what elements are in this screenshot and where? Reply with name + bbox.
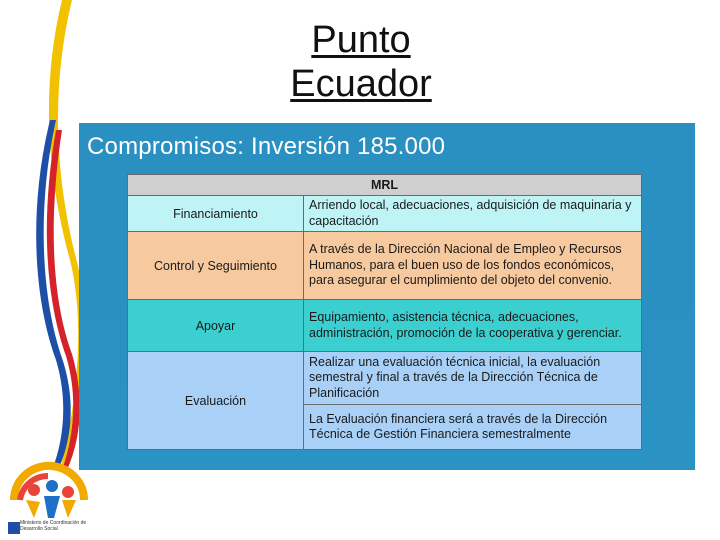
row-text-evaluacion-1: Realizar una evaluación técnica inicial, la evaluación semestral y final a través de la Dirección Técnica de Planificación	[304, 352, 642, 405]
row-text-control: A través de la Dirección Nacional de Empleo y Recursos Humanos, para el buen uso de los fondos económicos, para asegurar el cumplimiento del objeto del convenio.	[304, 232, 642, 300]
content-panel	[79, 123, 695, 470]
row-text-apoyar: Equipamiento, asistencia técnica, adecuaciones, administración, promoción de la cooperativa y gerenciar.	[304, 300, 642, 352]
mrl-table	[127, 174, 642, 450]
table-row	[128, 300, 642, 352]
row-text-evaluacion-2: La Evaluación financiera será a través de la Dirección Técnica de Gestión Financiera semestralmente	[304, 405, 642, 450]
row-label-financiamiento: Financiamiento	[128, 196, 304, 232]
table-row	[128, 196, 642, 232]
title-line-1: Punto	[311, 19, 411, 61]
row-label-evaluacion: Evaluación	[128, 352, 304, 450]
row-label-apoyar: Apoyar	[128, 300, 304, 352]
slide-title	[236, 18, 486, 106]
row-label-control: Control y Seguimiento	[128, 232, 304, 300]
logo-caption: Ministerio de Coordinación de Desarrollo Social	[20, 520, 87, 532]
table-header: MRL	[128, 175, 642, 196]
panel-heading: Compromisos: Inversión 185.000	[87, 133, 446, 160]
table-row	[128, 352, 642, 405]
title-line-2: Ecuador	[290, 63, 432, 105]
table-row	[128, 232, 642, 300]
row-text-financiamiento: Arriendo local, adecuaciones, adquisición de maquinaria y capacitación	[304, 196, 642, 232]
